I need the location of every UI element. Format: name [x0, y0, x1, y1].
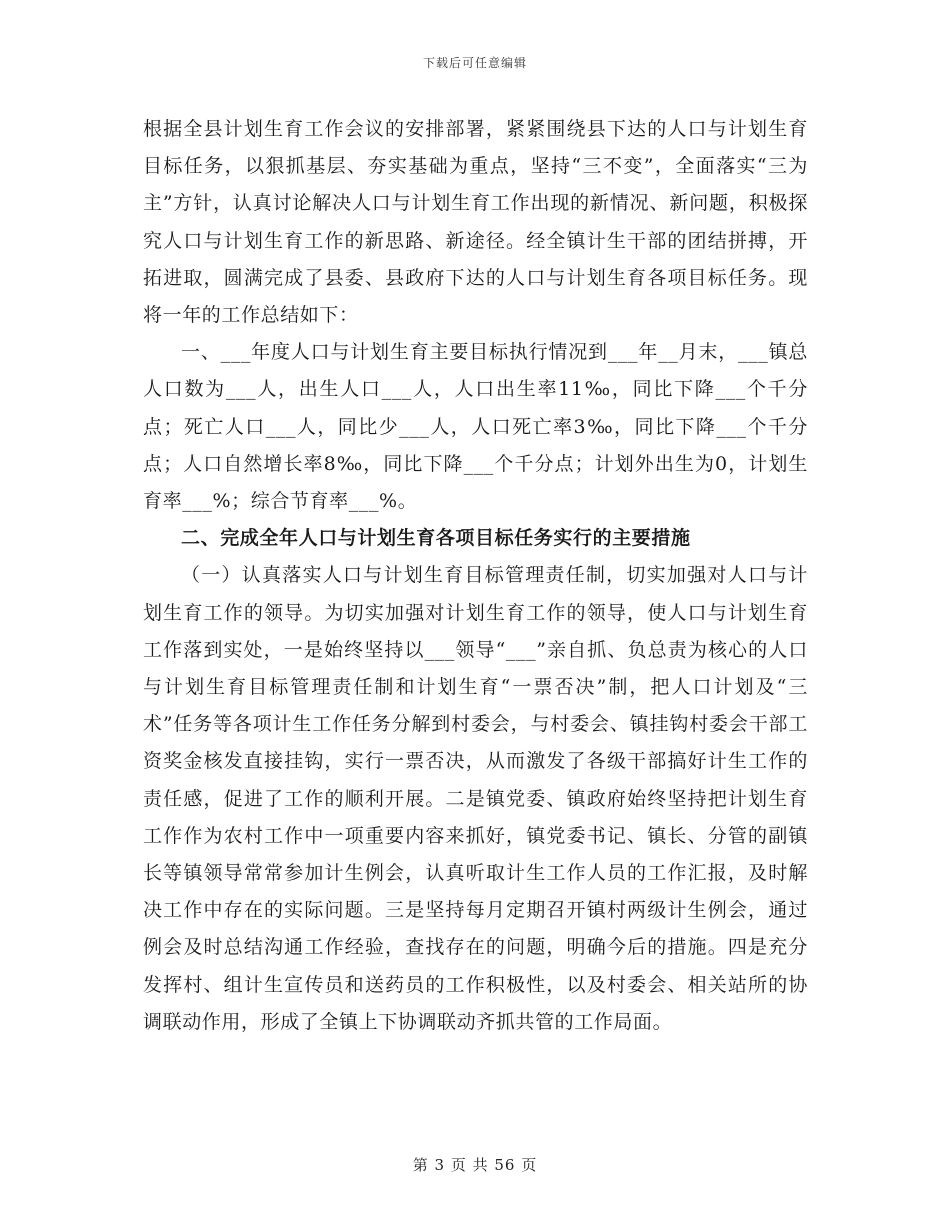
header-note: 下载后可任意编辑	[422, 56, 527, 70]
page-number: 第 3 页 共 56 页	[412, 1156, 538, 1174]
paragraph-section-one: 一、___年度人口与计划生育主要目标执行情况到___年__月末，___镇总人口数为___人，出生人口___人，人口出生率11‰，同比下降___个千分点；死亡人口___人，同比少___人，人口死亡率3‰，同比下降___个千分点；人口自然增长率8‰，同比下降___个千分点；计划外出生为0，计划生育率___%；综合节育率___%。	[143, 341, 808, 513]
paragraph-intro: 根据全县计划生育工作会议的安排部署，紧紧围绕县下达的人口与计划生育目标任务，以狠抓基层、夯实基础为重点，坚持“三不变”，全面落实“三为主”方针，认真讨论解决人口与计划生育工作出现的新情况、新问题，积极探究人口与计划生育工作的新思路、新途径。经全镇计生干部的团结拼搏，开拓进取，圆满完成了县委、县政府下达的人口与计划生育各项目标任务。现将一年的工作总结如下：	[143, 118, 808, 327]
section-heading-two: 二、完成全年人口与计划生育各项目标任务实行的主要措施	[181, 527, 691, 550]
paragraph-measures: （一）认真落实人口与计划生育目标管理责任制，切实加强对人口与计划生育工作的领导。为切实加强对计划生育工作的领导，使人口与计划生育工作落到实处，一是始终坚持以___领导“___”亲自抓、负总责为核心的人口与计划生育目标管理责任制和计划生育“一票否决”制，把人口计划及“三术”任务等各项计生工作任务分解到村委会，与村委会、镇挂钩村委会干部工资奖金核发直接挂钩，实行一票否决，从而激发了各级干部搞好计生工作的责任感，促进了工作的顺利开展。二是镇党委、镇政府始终坚持把计划生育工作作为农村工作中一项重要内容来抓好，镇党委书记、镇长、分管的副镇长等镇领导常常参加计生例会，认真听取计生工作人员的工作汇报，及时解决工作中存在的实际问题。三是坚持每月定期召开镇村两级计生例会，通过例会及时总结沟通工作经验，查找存在的问题，明确今后的措施。四是充分发挥村、组计生宣传员和送药员的工作积极性，以及村委会、相关站所的协调联动作用，形成了全镇上下协调联动齐抓共管的工作局面。	[143, 564, 808, 1033]
document-body	[143, 111, 808, 1041]
